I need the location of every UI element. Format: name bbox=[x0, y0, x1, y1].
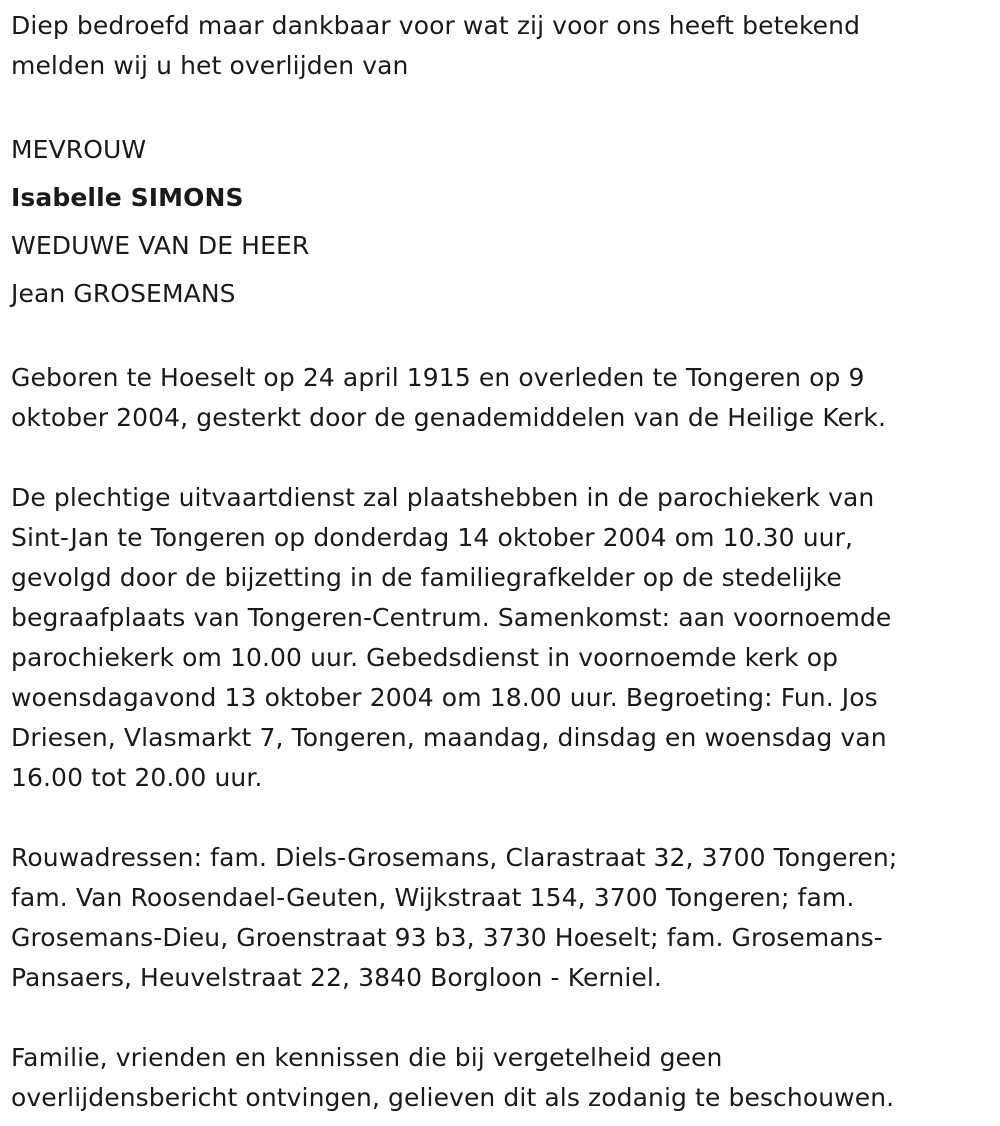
paragraph-spacer bbox=[11, 86, 991, 126]
address-line: Pansaers, Heuvelstraat 22, 3840 Borgloon - Kerniel. bbox=[11, 963, 662, 992]
funeral-line: Driesen, Vlasmarkt 7, Tongeren, maandag, dinsdag en woensdag van bbox=[11, 723, 887, 752]
closing-paragraph bbox=[11, 1038, 991, 1118]
birth-death-paragraph bbox=[11, 358, 991, 438]
deceased-block bbox=[11, 126, 991, 318]
funeral-line: 16.00 tot 20.00 uur. bbox=[11, 763, 263, 792]
deceased-relation: WEDUWE VAN DE HEER bbox=[11, 231, 310, 260]
birth-death-line: oktober 2004, gesterkt door de genademiddelen van de Heilige Kerk. bbox=[11, 403, 887, 432]
funeral-line: De plechtige uitvaartdienst zal plaatshebben in de parochiekerk van bbox=[11, 483, 875, 512]
birth-death-line: Geboren te Hoeselt op 24 april 1915 en overleden te Tongeren op 9 bbox=[11, 363, 865, 392]
funeral-line: begraafplaats van Tongeren-Centrum. Samenkomst: aan voornoemde bbox=[11, 603, 892, 632]
address-line: Grosemans-Dieu, Groenstraat 93 b3, 3730 Hoeselt; fam. Grosemans- bbox=[11, 923, 883, 952]
paragraph-spacer bbox=[11, 798, 991, 838]
paragraph-spacer bbox=[11, 318, 991, 358]
funeral-line: parochiekerk om 10.00 uur. Gebedsdienst in voornoemde kerk op bbox=[11, 643, 839, 672]
funeral-paragraph bbox=[11, 478, 991, 798]
address-line: Rouwadressen: fam. Diels-Grosemans, Clarastraat 32, 3700 Tongeren; bbox=[11, 843, 898, 872]
obituary-notice bbox=[11, 6, 991, 1118]
paragraph-spacer bbox=[11, 998, 991, 1038]
addresses-paragraph bbox=[11, 838, 991, 998]
spouse-name: Jean GROSEMANS bbox=[11, 279, 236, 308]
deceased-name: Isabelle SIMONS bbox=[11, 183, 244, 212]
funeral-line: Sint-Jan te Tongeren op donderdag 14 oktober 2004 om 10.30 uur, bbox=[11, 523, 854, 552]
funeral-line: gevolgd door de bijzetting in de familiegrafkelder op de stedelijke bbox=[11, 563, 842, 592]
address-line: fam. Van Roosendael-Geuten, Wijkstraat 154, 3700 Tongeren; fam. bbox=[11, 883, 855, 912]
closing-line: overlijdensbericht ontvingen, gelieven dit als zodanig te beschouwen. bbox=[11, 1083, 895, 1112]
closing-line: Familie, vrienden en kennissen die bij vergetelheid geen bbox=[11, 1043, 723, 1072]
intro-paragraph bbox=[11, 6, 991, 86]
funeral-line: woensdagavond 13 oktober 2004 om 18.00 uur. Begroeting: Fun. Jos bbox=[11, 683, 878, 712]
intro-line: Diep bedroefd maar dankbaar voor wat zij voor ons heeft betekend bbox=[11, 11, 861, 40]
deceased-title: MEVROUW bbox=[11, 135, 147, 164]
paragraph-spacer bbox=[11, 438, 991, 478]
intro-line: melden wij u het overlijden van bbox=[11, 51, 409, 80]
